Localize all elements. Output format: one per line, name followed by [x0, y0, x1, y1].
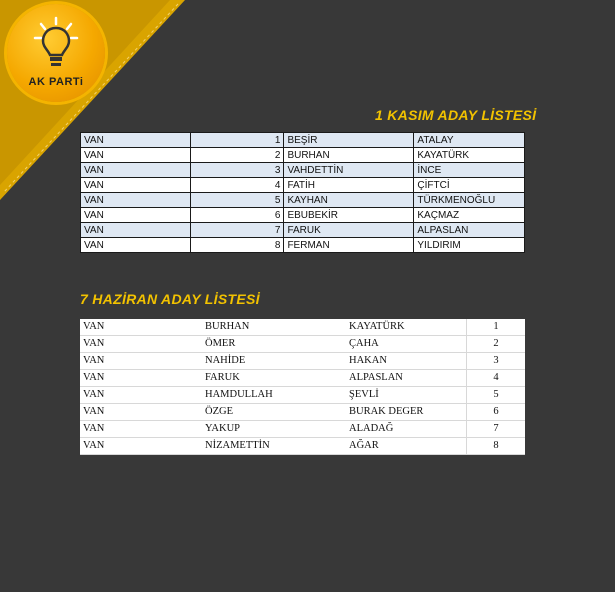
table-row [80, 336, 525, 353]
table-cell: 4 [190, 178, 284, 193]
table-cell: ALPASLAN [346, 370, 467, 387]
table-cell: KAYATÜRK [346, 319, 467, 336]
table-cell: 5 [467, 387, 526, 404]
table-cell: BURAK DEGER [346, 404, 467, 421]
table-cell: FARUK [284, 223, 414, 238]
table-row [81, 193, 525, 208]
table-cell: KAYHAN [284, 193, 414, 208]
table-cell: 8 [467, 438, 526, 455]
table-cell: FERMAN [284, 238, 414, 253]
lightbulb-icon [33, 16, 79, 74]
table-row [80, 353, 525, 370]
table-cell: VAN [80, 438, 202, 455]
table-cell: ÇİFTCİ [414, 178, 525, 193]
table-row [81, 238, 525, 253]
table-cell: VAN [80, 353, 202, 370]
table-row [81, 223, 525, 238]
table-cell: YAKUP [202, 421, 346, 438]
table-cell: ATALAY [414, 133, 525, 148]
table-cell: VAN [81, 208, 191, 223]
table-row [81, 208, 525, 223]
table-cell: FATİH [284, 178, 414, 193]
table-cell: ALADAĞ [346, 421, 467, 438]
table-cell: ÖMER [202, 336, 346, 353]
table-cell: VAN [80, 404, 202, 421]
table-row [80, 319, 525, 336]
table-cell: NİZAMETTİN [202, 438, 346, 455]
table-cell: VAN [80, 421, 202, 438]
haziran-candidate-table [80, 319, 525, 455]
table-cell: 2 [467, 336, 526, 353]
table-cell: KAYATÜRK [414, 148, 525, 163]
table-cell: YILDIRIM [414, 238, 525, 253]
haziran-list-title: 7 HAZİRAN ADAY LİSTESİ [80, 291, 260, 307]
table-cell: 4 [467, 370, 526, 387]
table-cell: VAN [80, 370, 202, 387]
table-cell: VAN [81, 163, 191, 178]
table-cell: FARUK [202, 370, 346, 387]
table-cell: ÖZGE [202, 404, 346, 421]
table-cell: ALPASLAN [414, 223, 525, 238]
table-cell: VAN [80, 319, 202, 336]
table-cell: 3 [190, 163, 284, 178]
table-cell: 6 [467, 404, 526, 421]
table-row [81, 148, 525, 163]
logo-text: AK PARTi [28, 76, 84, 88]
ak-parti-logo [7, 4, 105, 102]
table-row [80, 438, 525, 455]
table-row [80, 421, 525, 438]
table-cell: 2 [190, 148, 284, 163]
table-cell: 6 [190, 208, 284, 223]
table-cell: TÜRKMENOĞLU [414, 193, 525, 208]
table-cell: VAN [81, 223, 191, 238]
table-cell: VAN [81, 133, 191, 148]
kasim-candidate-table [80, 132, 525, 253]
table-cell: VAHDETTİN [284, 163, 414, 178]
table-cell: 5 [190, 193, 284, 208]
table-cell: VAN [81, 148, 191, 163]
table-cell: HAMDULLAH [202, 387, 346, 404]
kasim-list-title: 1 KASIM ADAY LİSTESİ [375, 107, 537, 123]
table-cell: EBUBEKİR [284, 208, 414, 223]
table-row [81, 163, 525, 178]
table-row [81, 133, 525, 148]
table-cell: HAKAN [346, 353, 467, 370]
table-cell: VAN [81, 238, 191, 253]
table-cell: ŞEVLİ [346, 387, 467, 404]
table-cell: VAN [80, 387, 202, 404]
table-cell: 3 [467, 353, 526, 370]
table-cell: 1 [190, 133, 284, 148]
table-row [80, 404, 525, 421]
table-cell: VAN [81, 193, 191, 208]
table-cell: BURHAN [202, 319, 346, 336]
table-cell: ÇAHA [346, 336, 467, 353]
table-cell: VAN [80, 336, 202, 353]
table-cell: 7 [467, 421, 526, 438]
table-cell: 7 [190, 223, 284, 238]
table-cell: 8 [190, 238, 284, 253]
table-cell: BEŞİR [284, 133, 414, 148]
table-cell: BURHAN [284, 148, 414, 163]
table-cell: KAÇMAZ [414, 208, 525, 223]
table-cell: AĞAR [346, 438, 467, 455]
table-cell: NAHİDE [202, 353, 346, 370]
table-row [80, 370, 525, 387]
table-cell: VAN [81, 178, 191, 193]
table-cell: 1 [467, 319, 526, 336]
table-cell: İNCE [414, 163, 525, 178]
table-row [80, 387, 525, 404]
table-row [81, 178, 525, 193]
